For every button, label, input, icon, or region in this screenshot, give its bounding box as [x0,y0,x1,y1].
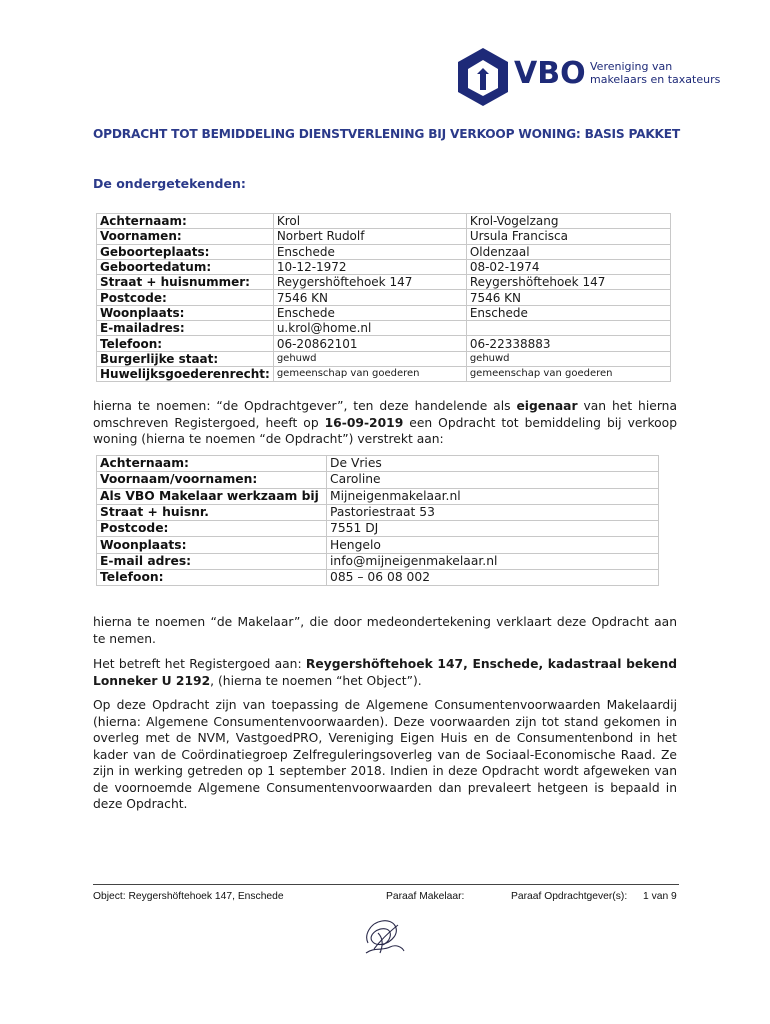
table-row [97,537,659,553]
party-field-label: Geboorteplaats: [97,244,274,259]
brand-tagline-line2: makelaars en taxateurs [590,73,721,86]
brand-name: VBO [514,56,586,91]
party-1-value: gemeenschap van goederen [273,366,466,381]
vbo-logo [455,46,725,108]
table-row [97,366,671,381]
party-1-value: Enschede [273,244,466,259]
agent-field-label: Straat + huisnr. [97,504,327,520]
table-row [97,488,659,504]
party-field-label: Burgerlijke staat: [97,351,274,366]
paragraph-makelaar: hierna te noemen “de Makelaar”, die door medeondertekening verklaart deze Opdracht aan te nemen. [93,615,677,646]
section-subtitle: De ondergetekenden: [93,176,246,191]
table-row [97,472,659,488]
agent-field-value: info@mijneigenmakelaar.nl [327,553,659,569]
party-2-value: 06-22338883 [466,336,670,351]
footer-paraaf-opdrachtgever: Paraaf Opdrachtgever(s): [511,891,628,902]
party-field-label: E-mailadres: [97,321,274,336]
document-title: OPDRACHT TOT BEMIDDELING DIENSTVERLENING BIJ VERKOOP WONING: BASIS PAKKET [93,127,681,141]
party-2-value: Krol-Vogelzang [466,214,670,229]
party-1-value: 06-20862101 [273,336,466,351]
party-1-value: 10-12-1972 [273,259,466,274]
party-2-value: Oldenzaal [466,244,670,259]
table-row [97,456,659,472]
party-field-label: Woonplaats: [97,305,274,320]
brand-tagline-line1: Vereniging van [590,60,673,73]
agent-field-label: Woonplaats: [97,537,327,553]
party-field-label: Straat + huisnummer: [97,275,274,290]
para1-bold-eigenaar: eigenaar [516,399,578,413]
party-2-value: Enschede [466,305,670,320]
party-field-label: Voornamen: [97,229,274,244]
agent-field-value: 085 – 06 08 002 [327,570,659,586]
agent-field-label: Voornaam/voornamen: [97,472,327,488]
table-row [97,521,659,537]
parties-table [96,213,671,382]
table-row [97,259,671,274]
party-field-label: Telefoon: [97,336,274,351]
agent-field-label: Achternaam: [97,456,327,472]
para1-bold-date: 16-09-2019 [324,415,404,430]
para3-text-2: , (hierna te noemen “het Object”). [210,673,422,688]
agent-field-value: Mijneigenmakelaar.nl [327,488,659,504]
party-2-value: 7546 KN [466,290,670,305]
party-1-value: u.krol@home.nl [273,321,466,336]
party-2-value: gehuwd [466,351,670,366]
table-row [97,553,659,569]
table-row [97,351,671,366]
footer-page-number: 1 van 9 [643,891,677,902]
party-1-value: 7546 KN [273,290,466,305]
footer-divider [93,884,679,885]
para1-text-2: van het hierna omschreven Registergoed, heeft op [93,399,677,430]
para1-text-3: een Opdracht tot bemiddeling bij verkoop woning (hierna te noemen “de Opdracht”) verstrekt aan: [93,415,677,446]
party-2-value [466,321,670,336]
table-row [97,275,671,290]
agent-field-label: Postcode: [97,521,327,537]
footer-paraaf-makelaar: Paraaf Makelaar: [386,891,465,902]
vbo-house-icon [455,46,511,108]
para1-text-1: hierna te noemen: “de Opdrachtgever”, ten deze handelende als [93,399,517,413]
agent-field-value: De Vries [327,456,659,472]
party-2-value: Ursula Francisca [466,229,670,244]
party-field-label: Achternaam: [97,214,274,229]
paragraph-object [93,656,677,689]
agent-field-value: Hengelo [327,537,659,553]
table-row [97,570,659,586]
party-field-label: Geboortedatum: [97,259,274,274]
party-field-label: Postcode: [97,290,274,305]
agent-field-label: Als VBO Makelaar werkzaam bij [97,488,327,504]
table-row [97,244,671,259]
table-row [97,321,671,336]
para3-bold-address: Reygershöftehoek 147, Enschede, kadastraal bekend Lonneker U 2192 [93,657,677,688]
table-row [97,290,671,305]
agent-field-value: Caroline [327,472,659,488]
paragraph-voorwaarden: Op deze Opdracht zijn van toepassing de Algemene Consumentenvoorwaarden Makelaardij (hierna: Algemene Consumentenvoorwaarden). Deze voorwaarden zijn tot stand gekomen in overleg met de NVM, VastgoedPRO, Vereniging Eigen Huis en de Consumentenbond in het kader van de Coördinatiegroep Zelfreguleringsoverleg van de Sociaal-Economische Raad. Ze zijn in werking getreden op 1 september 2018. Indien in deze Opdracht wordt afgeweken van de voornoemde Algemene Consumentenvoorwaarden dan prevaleert hetgeen is bepaald in deze Opdracht. [93,698,677,811]
handwritten-initials-signature [360,913,408,959]
agent-field-value: Pastoriestraat 53 [327,504,659,520]
agent-field-label: Telefoon: [97,570,327,586]
brand-tagline [590,60,720,86]
agent-table [96,455,659,586]
party-1-value: Norbert Rudolf [273,229,466,244]
party-1-value: Reygershöftehoek 147 [273,275,466,290]
party-1-value: gehuwd [273,351,466,366]
para3-text-1: Het betreft het Registergoed aan: [93,657,306,671]
table-row [97,504,659,520]
agent-field-value: 7551 DJ [327,521,659,537]
paragraph-opdrachtgever [93,398,677,448]
party-2-value: gemeenschap van goederen [466,366,670,381]
party-field-label: Huwelijksgoederenrecht: [97,366,274,381]
table-row [97,229,671,244]
table-row [97,214,671,229]
party-1-value: Enschede [273,305,466,320]
agent-field-label: E-mail adres: [97,553,327,569]
table-row [97,305,671,320]
table-row [97,336,671,351]
party-2-value: Reygershöftehoek 147 [466,275,670,290]
party-2-value: 08-02-1974 [466,259,670,274]
footer-object: Object: Reygershöftehoek 147, Enschede [93,891,284,902]
party-1-value: Krol [273,214,466,229]
